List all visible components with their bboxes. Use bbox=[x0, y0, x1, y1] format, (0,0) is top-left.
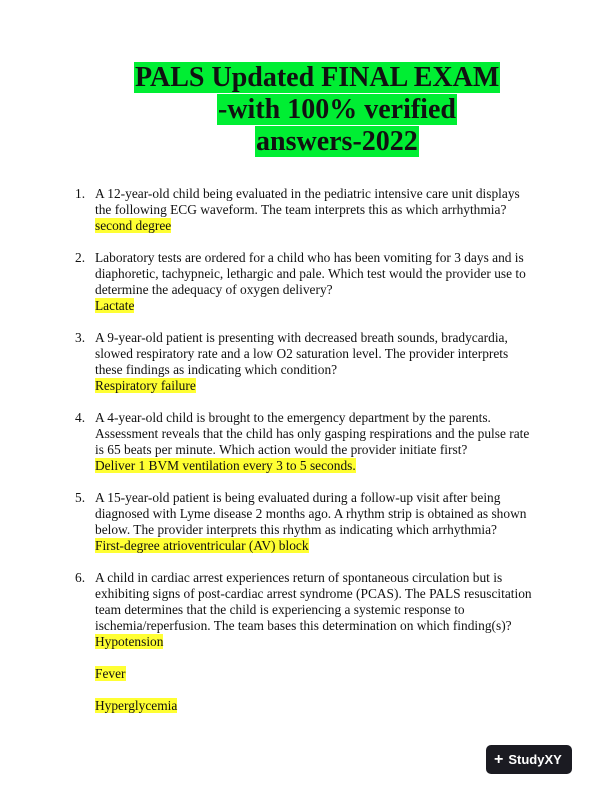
plus-icon: + bbox=[494, 750, 504, 768]
question-number: 1. bbox=[75, 186, 86, 201]
answer-highlight: Hypotension bbox=[95, 634, 164, 649]
answer bbox=[95, 634, 612, 650]
answer bbox=[95, 218, 612, 234]
answer bbox=[95, 698, 612, 714]
question-text: A child in cardiac arrest experiences return of spontaneous circulation but is exhibiting signs of post-cardiac arrest syndrome (PCAS). The PALS resuscitation team determines that the child is experiencing a systemic response to ischemia/reperfusion. The team bases this determination on which finding(s)? bbox=[95, 570, 532, 633]
answer-highlight: Lactate bbox=[95, 298, 135, 313]
question-4 bbox=[0, 410, 612, 474]
question-text: A 15-year-old patient is being evaluated during a follow-up visit after being diagnosed with Lyme disease 2 months ago. A rhythm strip is obtained as shown below. The provider interprets this rhythm as indicating which arrhythmia? bbox=[95, 490, 527, 537]
question-text: A 12-year-old child being evaluated in the pediatric intensive care unit displays the following ECG waveform. The team interprets this as which arrhythmia? bbox=[95, 186, 520, 217]
answer bbox=[95, 298, 612, 314]
answer-highlight: Hyperglycemia bbox=[95, 698, 178, 713]
question-text: A 9-year-old patient is presenting with decreased breath sounds, bradycardia, slowed respiratory rate and a low O2 saturation level. The provider interprets these findings as indicating which condition? bbox=[95, 330, 509, 377]
answer bbox=[95, 666, 612, 682]
question-1 bbox=[0, 186, 612, 234]
answer bbox=[95, 378, 612, 394]
question-2 bbox=[0, 250, 612, 314]
question-6 bbox=[0, 570, 612, 714]
answer-highlight: Respiratory failure bbox=[95, 378, 196, 393]
question-number: 6. bbox=[75, 570, 86, 585]
brand-name: StudyXY bbox=[508, 752, 562, 767]
answer-highlight: First-degree atrioventricular (AV) block bbox=[95, 538, 309, 553]
answer-highlight: second degree bbox=[95, 218, 172, 233]
answer-highlight: Fever bbox=[95, 666, 126, 681]
question-list bbox=[0, 186, 612, 714]
question-3 bbox=[0, 330, 612, 394]
answer bbox=[95, 458, 612, 474]
title-line-1: PALS Updated FINAL EXAM bbox=[135, 62, 500, 93]
question-number: 4. bbox=[75, 410, 86, 425]
question-text: A 4-year-old child is brought to the emergency department by the parents. Assessment reveals that the child has only gasping respirations and the pulse rate is 65 beats per minute. Which action would the provider initiate first? bbox=[95, 410, 530, 457]
answer bbox=[95, 538, 612, 554]
question-5 bbox=[0, 490, 612, 554]
question-number: 2. bbox=[75, 250, 86, 265]
title-line-3: answers-2022 bbox=[256, 126, 418, 157]
studyxy-badge[interactable] bbox=[486, 745, 572, 774]
question-number: 5. bbox=[75, 490, 86, 505]
answer-highlight: Deliver 1 BVM ventilation every 3 to 5 seconds. bbox=[95, 458, 356, 473]
question-number: 3. bbox=[75, 330, 86, 345]
question-text: Laboratory tests are ordered for a child who has been vomiting for 3 days and is diaphoretic, tachypneic, lethargic and pale. Which test would the provider use to determine the adequacy of oxygen delivery? bbox=[95, 250, 526, 297]
title-line-2: -with 100% verified bbox=[218, 94, 456, 125]
